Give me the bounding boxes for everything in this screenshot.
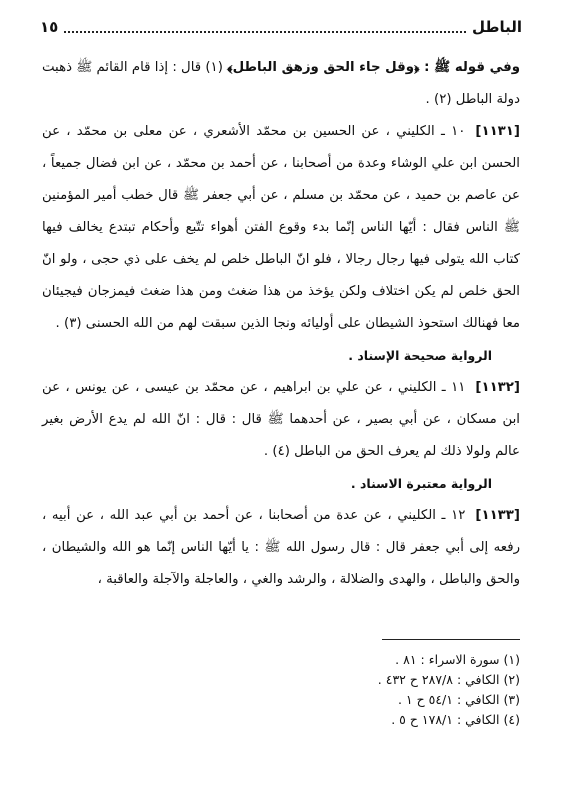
quran-quote: ﴿وقل جاء الحق وزهق الباطل﴾ bbox=[227, 60, 420, 75]
hadith-number: [١١٣٣] bbox=[475, 508, 520, 523]
header-title: الباطل bbox=[471, 18, 522, 36]
hadith-number: [١١٣٢] bbox=[475, 380, 520, 395]
page-number: ١٥ bbox=[40, 18, 59, 36]
hadith-text: ١٠ ـ الكليني ، عن الحسين بن محمّد الأشعري ، عن معلى بن محمّد ، عن الحسن ابن علي الوشاء وعدة من أصحابنا ، عن أحمد بن محمّد ، عن ابن فضال جميعاً ، عن عاصم بن حميد ، عن محمّد بن مسلم ، عن أبي جعفر ﷺ قال خطب أمير المؤمنين ﷺ الناس فقال : أيّها الناس إنّما بدء وقوع الفتن أهواء تتّبع وأحكام تبتدع يخالف فيها كتاب الله يتولى فيها رجال رجالا ، فلو انّ الباطل خلص لم يخف على ذي حجى ، ولو انّ الحق خلص لم يكن اختلاف ولكن يؤخذ من هذا ضغث ومن هذا ضغث فيمزجان فيجيئان معا فهنالك استحوذ الشيطان على أوليائه ونجا الذين سبقت لهم من الله الحسنى (٣) . bbox=[42, 124, 520, 331]
footnote: (٣) الكافي : ٥٤/١ ح ١ . bbox=[397, 692, 520, 707]
footnote: (٤) الكافي : ١٧٨/١ ح ٥ . bbox=[391, 712, 520, 727]
hadith-1132 bbox=[42, 372, 520, 468]
header-dotted-leader bbox=[64, 21, 466, 33]
footnote: (١) سورة الاسراء : ٨١ . bbox=[395, 652, 520, 667]
footnote: (٢) الكافي : ٢٨٧/٨ ح ٤٣٢ . bbox=[377, 672, 520, 687]
intro-paragraph bbox=[42, 52, 520, 116]
hadith-text: ١٢ ـ الكليني ، عن عدة من أصحابنا ، عن أحمد بن أبي عبد الله ، عن أبيه ، رفعه إلى أبي جعفر قال : قال رسول الله ﷺ : يا أيّها الناس إنّما هو الله والشيطان ، والحق والباطل ، والهدى والضلالة ، والرشد والغي ، والعاجلة والآجلة والعاقبة ، bbox=[42, 508, 520, 587]
hadith-grading: الرواية معتبرة الاسناد . bbox=[350, 476, 492, 491]
intro-lead: وفي قوله ﷺ : bbox=[419, 60, 520, 75]
hadith-number: [١١٣١] bbox=[475, 124, 520, 139]
hadith-grading: الرواية صحيحة الإسناد . bbox=[348, 348, 492, 363]
footnotes bbox=[220, 650, 520, 730]
hadith-1133 bbox=[42, 500, 520, 596]
running-header bbox=[40, 14, 522, 40]
intro-rest: (١) قال : إذا قام القائم ﷺ ذهبت دولة الباطل (٢) . bbox=[42, 60, 520, 107]
hadith-text: ١١ ـ الكليني ، عن علي بن ابراهيم ، عن محمّد بن عيسى ، عن يونس ، عن ابن مسكان ، عن أبي بصير ، عن أحدهما ﷺ قال : قال : انّ الله لم يدع الأرض بغير عالم ولولا ذلك لم يعرف الحق من الباطل (٤) . bbox=[42, 380, 520, 459]
page-body bbox=[42, 52, 520, 596]
footnote-divider bbox=[382, 639, 520, 640]
hadith-1131 bbox=[42, 116, 520, 340]
